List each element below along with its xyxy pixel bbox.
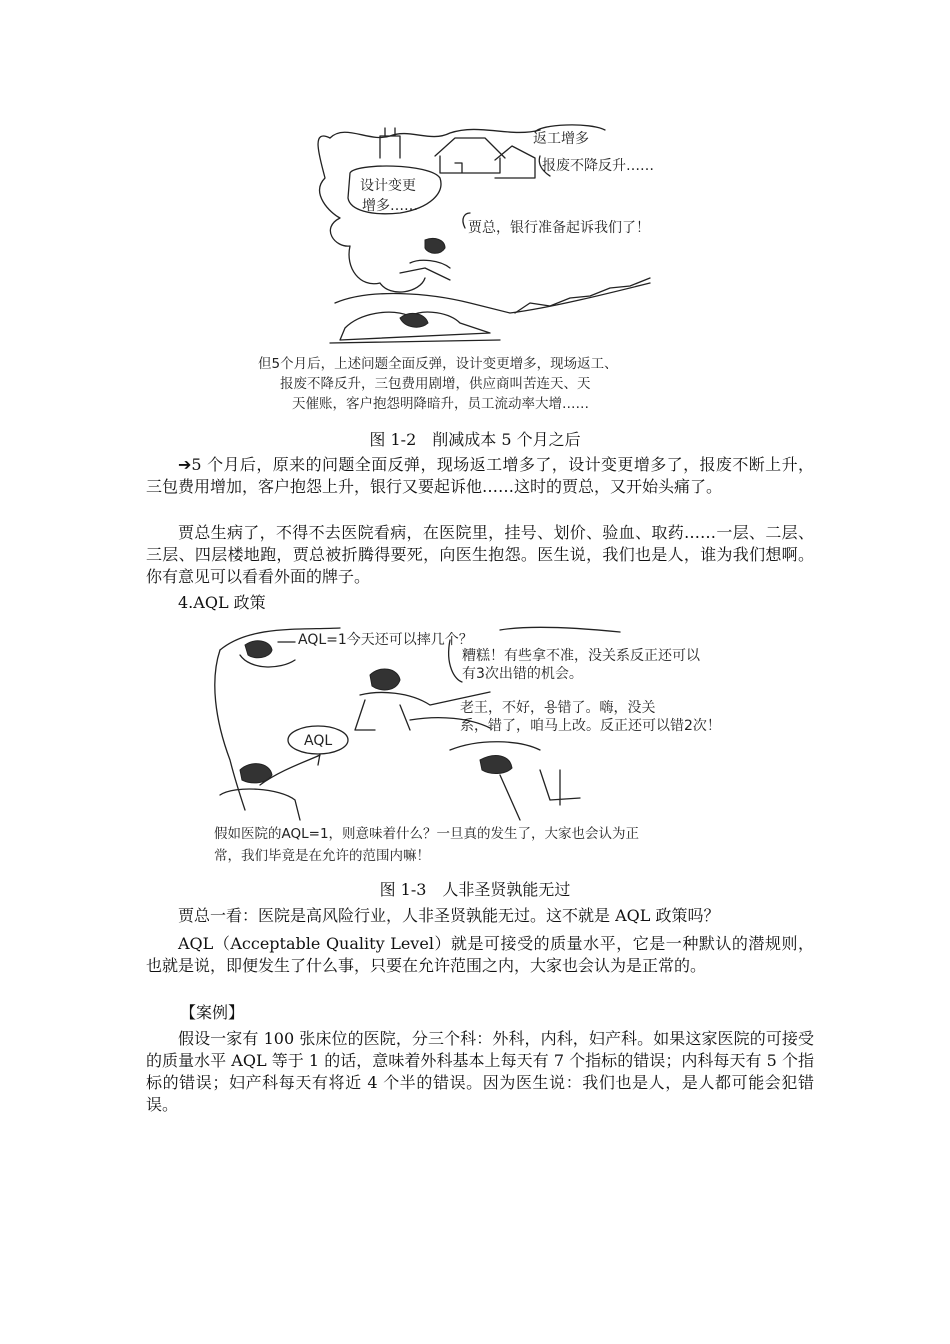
figure-aql-cartoon [200, 620, 750, 870]
figure2-caption-line-1: 假如医院的AQL=1，则意味着什么？一旦真的发生了，大家也会认为正 [214, 826, 640, 842]
figure2-label: 图 1-3 人非圣贤孰能无过 [379, 880, 571, 899]
figure1-caption-line-2: 报废不降反升，三包费用剧增，供应商叫苦连天、天 [280, 376, 591, 392]
bubble-text-uncertain-2: 有3次出错的机会。 [462, 666, 583, 682]
bubble-text-mistake-1: 老王，不好，용错了。嗨，没关 [460, 700, 656, 716]
case-label: 【案例】 [180, 1003, 245, 1022]
bubble-text-design-change-1: 设计变更 [360, 178, 416, 194]
bubble-text-aql-question: AQL=1今天还可以摔几个？ [298, 632, 473, 648]
bubble-text-mistake-2: 系，错了，咱马上改。反正还可以错2次！ [460, 718, 721, 734]
cartoon-illustration-2 [200, 620, 750, 870]
paragraph-after-5-months: ➔5 个月后，原来的问题全面反弹，现场返工增多了，设计变更增多了，报废不断上升，三包费用增加，客户抱怨上升，银行又要起诉他……这时的贾总，又开始头痛了。 [146, 455, 814, 496]
paragraph-case-example: 假设一家有 100 张床位的医院，分三个科：外科，内科，妇产科。如果这家医院的可接受的质量水平 AQL 等于 1 的话，意味着外科基本上每天有 7 个指标的错误；内科每天有 5 个指标的错误；妇产科每天有将近 4 个半的错误。因为医生说：我们也是人，是人都可能会犯错误。 [146, 1029, 814, 1114]
paragraph-hospital-visit: 贾总生病了，不得不去医院看病，在医院里，挂号、划价、验血、取药……一层、二层、三层、四层楼地跑，贾总被折腾得要死，向医生抱怨。医生说，我们也是人，谁为我们想啊。你有意见可以看看外面的牌子。 [146, 523, 814, 586]
cartoon-illustration-1 [250, 118, 700, 418]
bubble-text-scrap: 报废不降反升…… [542, 158, 654, 174]
figure2-caption-line-2: 常，我们毕竟是在允许的范围内嘛！ [214, 848, 430, 864]
bubble-text-bank: 贾总，银行准备起诉我们了！ [468, 220, 650, 236]
figure1-caption-line-1: 但5个月后，上述问题全面反弹，设计变更增多，现场返工、 [258, 356, 618, 372]
figure-cost-cut-cartoon [250, 118, 700, 418]
bubble-text-design-change-2: 增多…… [362, 198, 418, 214]
figure1-caption-line-3: 天催账，客户抱怨明降暗升，员工流动率大增…… [292, 396, 589, 412]
paragraph-jia-observes: 贾总一看：医院是高风险行业，人非圣贤孰能无过。这不就是 AQL 政策吗？ [178, 906, 720, 925]
aql-badge-text: AQL [304, 733, 333, 749]
bubble-text-uncertain-1: 糟糕！有些拿不准，没关系反正还可以 [462, 648, 700, 664]
section-heading-aql: 4.AQL 政策 [178, 593, 266, 612]
paragraph-aql-definition: AQL（Acceptable Quality Level）就是可接受的质量水平，它是一种默认的潜规则，也就是说，即便发生了什么事，只要在允许范围之内，大家也会认为是正常的。 [146, 934, 814, 975]
bubble-text-rework: 返工增多 [533, 131, 589, 147]
figure1-label: 图 1-2 削减成本 5 个月之后 [369, 430, 581, 449]
